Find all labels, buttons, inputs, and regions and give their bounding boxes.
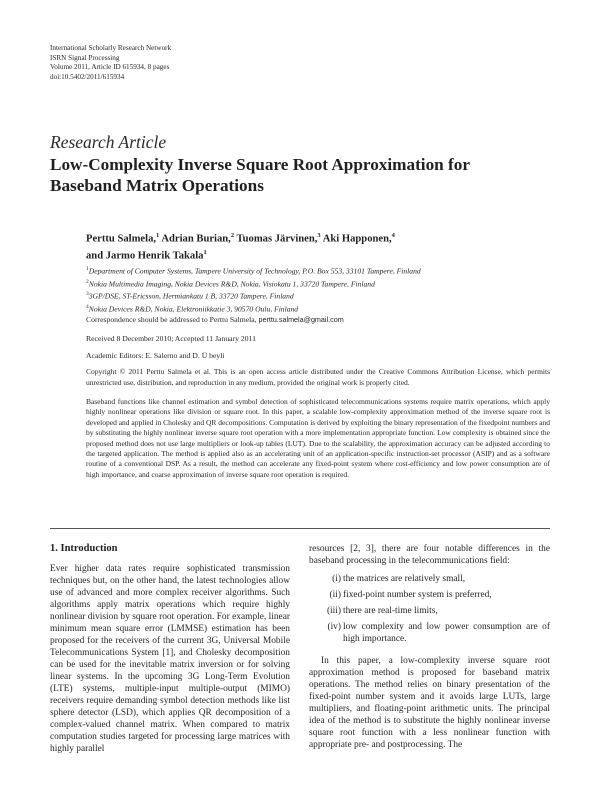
author-3: Tuomas Järvinen,	[236, 233, 318, 245]
paper-title: Low-Complexity Inverse Square Root Approximation for Baseband Matrix Operations	[50, 155, 470, 195]
journal-header	[50, 44, 171, 82]
abstract: Baseband functions like channel estimation and symbol detection of sophisticated telecommunications systems require matrix operations, which apply highly nonlinear operations like division or square root. In this paper, a scalable low-complexity approximation method of the inverse square root is developed and applied in Cholesky and QR decompositions. Computation is derived by exploiting the binary representation of the fixedpoint numbers and by substituting the highly nonlinear inverse square root operation with a more implementation appropriate function. Low complexity is obtained since the proposed method does not use large multipliers or look-up tables (LUT). Due to the scalability, the approximation accuracy can be adjusted according to the targeted application. The method is applied also as an accelerating unit of an application-specific instruction-set processor (ASIP) and as a software routine of a conventional DSP. As a result, the method can accelerate any fixed-point system where cost-efficiency and low power consumption are of high importance, and coarse approximation of inverse square root operation is required.	[86, 397, 550, 479]
author-5-sup: 1	[203, 249, 207, 257]
intro-paragraph-continued: resources [2, 3], there are four notable differences in the baseband processing in the telecommunications field:	[309, 544, 550, 566]
affiliation-2: $^2$Nokia Multimedia Imaging, Nokia Devices R&D, Nokia, Visiokatu 1, 33720 Tampere, Finland	[86, 278, 375, 289]
journal-name: ISRN Signal Processing	[50, 53, 120, 62]
list-item: (i) the matrices are relatively small,	[332, 574, 466, 584]
author-1-sup: 1	[156, 232, 160, 239]
author-5: and Jarmo Henrik Takala	[86, 250, 204, 262]
differences-list	[309, 573, 550, 645]
affiliation-1: $^1$Department of Computer Systems, Tampere University of Technology, P.O. Box 553, 33101 Tampere, Finland	[86, 266, 421, 276]
author-2: Adrian Burian,	[161, 233, 231, 245]
author-4-sup: 4	[391, 232, 395, 239]
intro-paragraph-1: Ever higher data rates require sophisticated transmission techniques but, on the other hand, the latest technologies allow use of advanced and more complex receiver algorithms. Such algorithms apply matrix operations which require highly nonlinear division by square root operation. For example, linear minimum mean square error (LMMSE) estimation has been proposed for the receivers of the current 3G, Universal Mobile Telecommunications System [1], and Cholesky decomposition can be used for the inevitable matrix inversion or for solving linear systems. In the upcoming 3G Long-Term Evolution (LTE) systems, multiple-input multiple-output (MIMO) receivers require demanding symbol detection methods like list sphere detector (LSD), which applies QR decomposition of a complex-valued channel matrix. When compared to matrix computation studies targeted for processing large matrices with highly parallel	[50, 564, 290, 754]
author-4: Aki Happonen,	[322, 233, 392, 245]
journal-doi: doi:10.5402/2011/615934	[50, 72, 125, 81]
affiliation-3: $^3$3GP/DSE, ST-Ericsson, Hermiankatu 1 B, 33720 Tampere, Finland	[86, 291, 294, 301]
left-column	[50, 563, 290, 755]
affiliations	[86, 264, 536, 314]
author-2-sup: 2	[230, 232, 235, 239]
section-divider	[50, 528, 550, 529]
journal-network: International Scholarly Research Network	[50, 44, 172, 52]
correspondence	[86, 315, 566, 325]
author-1: Perttu Salmela,	[86, 233, 157, 245]
copyright-notice: Copyright © 2011 Perttu Salmela et al. This is an open access article distributed under the Creative Commons Attribution License, which permits unrestricted use, distribution, and reproduction in any medium, provided the original work is properly cited.	[86, 367, 550, 387]
article-type: Research Article	[50, 132, 167, 152]
correspondence-text: Correspondence should be addressed to Perttu Salmela,	[86, 315, 257, 324]
intro-paragraph-2: In this paper, a low-complexity inverse square root approximation method is proposed for baseband matrix operations. The method relies on binary presentation of the fixed-point number system and it avoids large LUTs, large multipliers, and floating-point arithmetic units. The principal idea of the method is to substitute the highly nonlinear inverse square root function with a less nonlinear function with appropriate pre- and postprocessing. The	[309, 656, 550, 750]
journal-volume: Volume 2011, Article ID 615934, 8 pages	[50, 63, 170, 72]
author-3-sup: 3	[317, 232, 321, 239]
author-list	[86, 229, 486, 263]
right-column	[309, 543, 550, 751]
affiliation-4: $^4$Nokia Devices R&D, Nokia, Elektroniikkatie 3, 90570 Oulu, Finland	[86, 303, 299, 314]
list-item: (iii) there are real-time limits,	[326, 606, 438, 616]
correspondence-email[interactable]: perttu.salmela@gmail.com	[258, 315, 344, 324]
list-item: (ii) fixed-point number system is preferred,	[329, 590, 492, 600]
list-item: (iv) low complexity and low power consumption are of high importance.	[327, 622, 550, 644]
section-heading: 1. Introduction	[50, 543, 118, 554]
received-dates: Received 8 December 2010; Accepted 11 January 2011	[86, 334, 256, 343]
academic-editors: Academic Editors: E. Salerno and D. Ü beyli	[86, 351, 225, 360]
